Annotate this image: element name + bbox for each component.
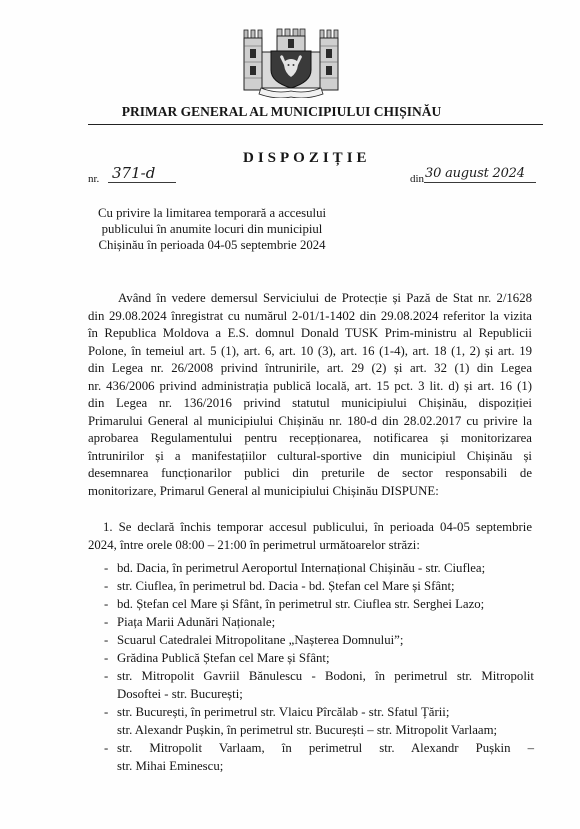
subject-line: Chișinău în perioada 04-05 septembrie 2024 <box>98 238 326 252</box>
point-1-line: 1. Se declară închis temporar accesul publicului, în perioada 04-05 septembrie <box>103 520 532 534</box>
list-item <box>104 577 534 595</box>
list-item-line: str. Ciuflea, în perimetrul bd. Dacia - bd. Ștefan cel Mare și Sfânt; <box>117 579 455 593</box>
list-item <box>104 613 534 631</box>
number-label: nr. <box>88 173 100 185</box>
list-item-line: str. Mitropolit Gavriil Bănulescu - Bodoni, în perimetrul str. Mitropolit <box>117 669 534 683</box>
preamble-line: desemnarea funcționarilor publici din preturile de sector responsabili de <box>88 466 532 480</box>
list-marker: - <box>104 741 109 755</box>
preamble-line: Având în vedere demersul Serviciului de Protecție și Pază de Stat nr. 2/1628 <box>118 291 532 305</box>
subject-line: Cu privire la limitarea temporară a accesului <box>97 206 327 220</box>
ribbon <box>259 88 323 98</box>
list-marker: - <box>104 561 109 575</box>
list-item-line: Scuarul Catedralei Mitropolitane „Nașterea Domnului”; <box>117 633 404 647</box>
list-marker: - <box>104 615 109 629</box>
list-marker: - <box>104 669 109 683</box>
list-item-line: str. Alexandr Pușkin, în perimetrul str. București – str. Mitropolit Varlaam; <box>117 723 498 737</box>
preamble-paragraph <box>88 290 532 500</box>
list-item-line: str. Mitropolit Varlaam, în perimetrul str. Alexandr Pușkin – <box>117 741 534 755</box>
preamble-line: din Legea nr. 26/2008 privind întrunirile, art. 29 (2) și art. 32 (1) din Legea <box>88 361 532 375</box>
point-1-line: 2024, între orele 08:00 – 21:00 în perimetrul următoarelor străzi: <box>88 538 420 552</box>
list-item-line: bd. Ștefan cel Mare și Sfânt, în perimetrul str. Ciuflea str. Serghei Lazo; <box>117 597 485 611</box>
preamble-line: Primarului General al municipiului Chișinău nr. 180-d din 28.02.2017 cu privire la <box>88 413 532 428</box>
list-item-line: Dosoftei - str. București; <box>117 687 243 701</box>
list-item-line: Grădina Publică Ștefan cel Mare și Sfânt; <box>117 651 330 665</box>
left-tower <box>244 30 262 90</box>
list-item-line: bd. Dacia, în perimetrul Aeroportul Internațional Chișinău - str. Ciuflea; <box>117 561 486 575</box>
institution-title: PRIMAR GENERAL AL MUNICIPIULUI CHIȘINĂU <box>121 104 442 119</box>
list-item <box>104 631 534 649</box>
preamble-line: nr. 436/2006 privind administrația publică locală, art. 15 pct. 3 lit. d) și art. 16 (1) <box>88 378 532 393</box>
preamble-line: din 29.08.2024 înregistrat cu numărul 2-01/1-1402 din 29.08.2024 referitor la vizita <box>88 308 532 323</box>
subject-block <box>86 205 338 253</box>
list-item-line: str. București, în perimetrul str. Vlaicu Pîrcălab - str. Sfatul Țării; <box>117 705 450 719</box>
subject-line: publicului în anumite locuri din municipiul <box>101 222 323 236</box>
preamble-line: din Legea nr. 136/2016 privind statutul municipiului Chișinău, dispoziției <box>88 396 532 410</box>
preamble-line: în Republica Moldova a E.S. domnul Donald TUSK Prim-ministru al Republicii <box>88 326 532 340</box>
streets-list <box>104 559 534 775</box>
list-item <box>104 703 534 721</box>
preamble-line: aprobarea Regulamentului pentru recepționarea, notificarea și monitorizarea <box>88 431 532 445</box>
list-item <box>104 595 534 613</box>
list-marker: - <box>104 705 109 719</box>
list-item <box>104 739 534 775</box>
list-marker: - <box>104 579 109 593</box>
preamble-line: monitorizare, Primarul General al municipiului Chișinău DISPUNE: <box>88 483 439 498</box>
list-marker: - <box>104 597 109 611</box>
list-item <box>104 559 534 577</box>
preamble-line: Polone, în temeiul art. 5 (1), art. 6, art. 10 (3), art. 16 (1-4), art. 18 (1, 2) și art. 19 <box>88 343 532 358</box>
list-marker: - <box>104 633 109 647</box>
list-item-line: Piața Marii Adunări Naționale; <box>117 615 276 629</box>
preamble-line: întrunirilor și a manifestațiilor cultural-sportive din municipiul Chișinău și <box>88 448 532 463</box>
point-1 <box>88 518 532 554</box>
list-item <box>104 721 534 739</box>
date-label: din <box>410 173 425 185</box>
list-item <box>104 667 534 703</box>
number-value: 371-d <box>108 164 176 183</box>
coat-of-arms-icon <box>241 24 341 98</box>
date-value: 30 august 2024 <box>424 164 536 183</box>
header-rule <box>88 124 543 125</box>
list-item <box>104 649 534 667</box>
document-heading: DISPOZIȚIE <box>243 150 371 166</box>
right-tower <box>320 30 338 90</box>
list-item-line: str. Mihai Eminescu; <box>117 759 224 773</box>
list-marker: - <box>104 651 109 665</box>
